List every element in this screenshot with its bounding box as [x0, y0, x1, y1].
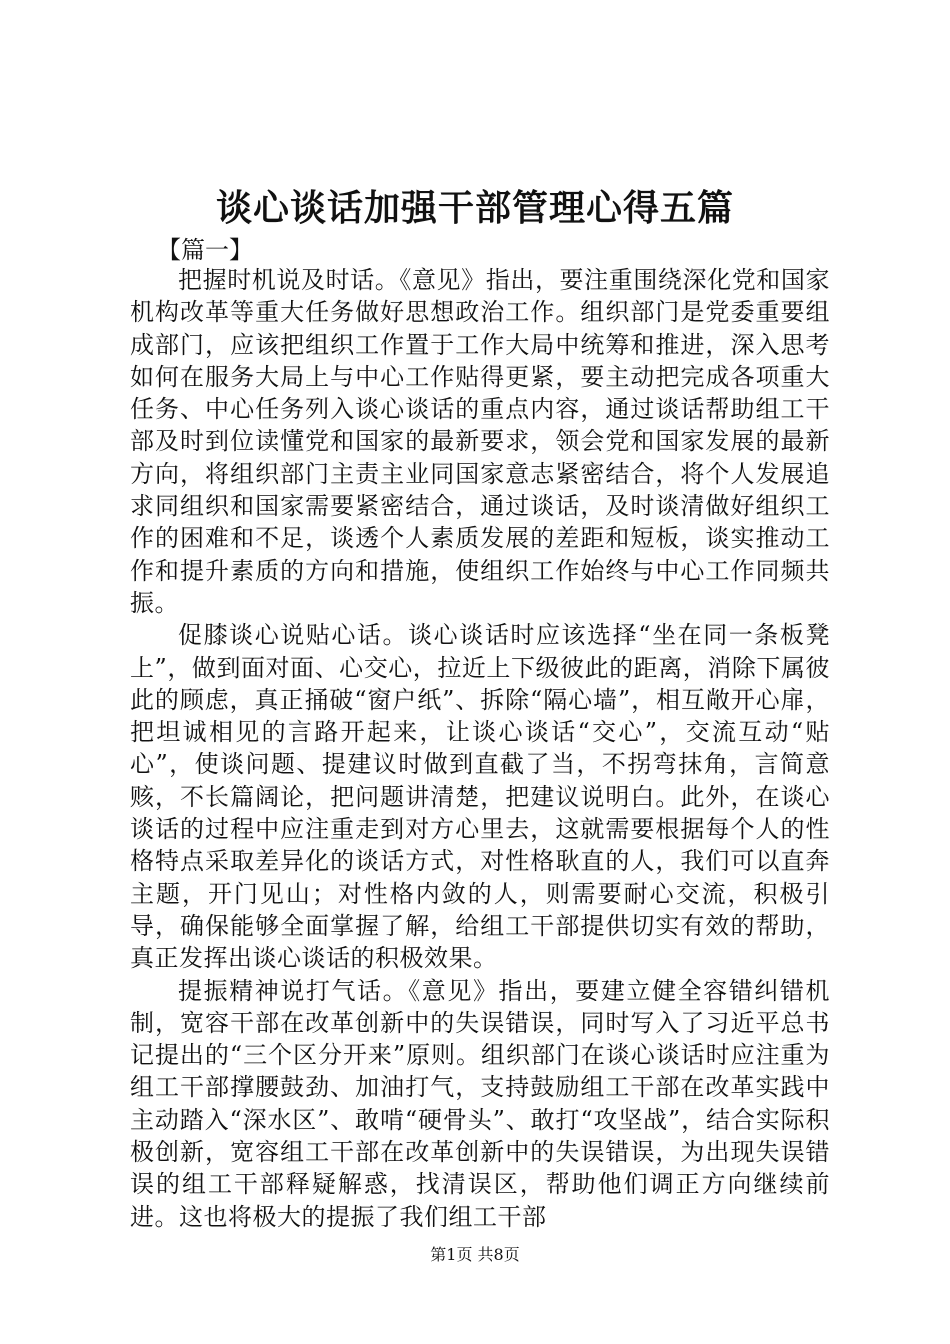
paragraph: 促膝谈心说贴心话。谈心谈话时应该选择“坐在同一条板凳上”，做到面对面、心交心，拉近上下级彼此的距离，消除下属彼此的顾虑，真正捅破“窗户纸”、拆除“隔心墙”，相互敞开心扉，把坦诚相见的言路开起来，让谈心谈话“交心”，交流互动“贴心”，使谈问题、提建议时做到直截了当，不拐弯抹角，言简意赅，不长篇阔论，把问题讲清楚，把建议说明白。此外，在谈心谈话的过程中应注重走到对方心里去，这就需要根据每个人的性格特点采取差异化的谈话方式，对性格耿直的人，我们可以直奔主题，开门见山；对性格内敛的人，则需要耐心交流，积极引导，确保能够全面掌握了解，给组工干部提供切实有效的帮助，真正发挥出谈心谈话的积极效果。 [130, 621, 830, 973]
section-label: 【篇一】 [157, 236, 253, 264]
document-body [130, 264, 830, 1233]
paragraph: 把握时机说及时话。《意见》指出，要注重围绕深化党和国家机构改革等重大任务做好思想政治工作。组织部门是党委重要组成部门，应该把组织工作置于工作大局中统筹和推进，深入思考如何在服务大局上与中心工作贴得更紧，要主动把完成各项重大任务、中心任务列入谈心谈话的重点内容，通过谈话帮助组工干部及时到位读懂党和国家的最新要求，领会党和国家发展的最新方向，将组织部门主责主业同国家意志紧密结合，将个人发展追求同组织和国家需要紧密结合，通过谈话，及时谈清做好组织工作的困难和不足，谈透个人素质发展的差距和短板，谈实推动工作和提升素质的方向和措施，使组织工作始终与中心工作同频共振。 [130, 266, 830, 617]
page-footer: 第1页 共8页 [430, 1245, 520, 1264]
document-title: 谈心谈话加强干部管理心得五篇 [215, 187, 734, 229]
paragraph: 提振精神说打气话。《意见》指出，要建立健全容错纠错机制，宽容干部在改革创新中的失误错误，同时写入了习近平总书记提出的“三个区分开来”原则。组织部门在谈心谈话时应注重为组工干部撑腰鼓劲、加油打气，支持鼓励组工干部在改革实践中主动踏入“深水区”、敢啃“硬骨头”、敢打“攻坚战”，结合实际积极创新，宽容组工干部在改革创新中的失误错误，为出现失误错误的组工干部释疑解惑，找清误区，帮助他们调正方向继续前进。这也将极大的提振了我们组工干部 [130, 976, 830, 1231]
